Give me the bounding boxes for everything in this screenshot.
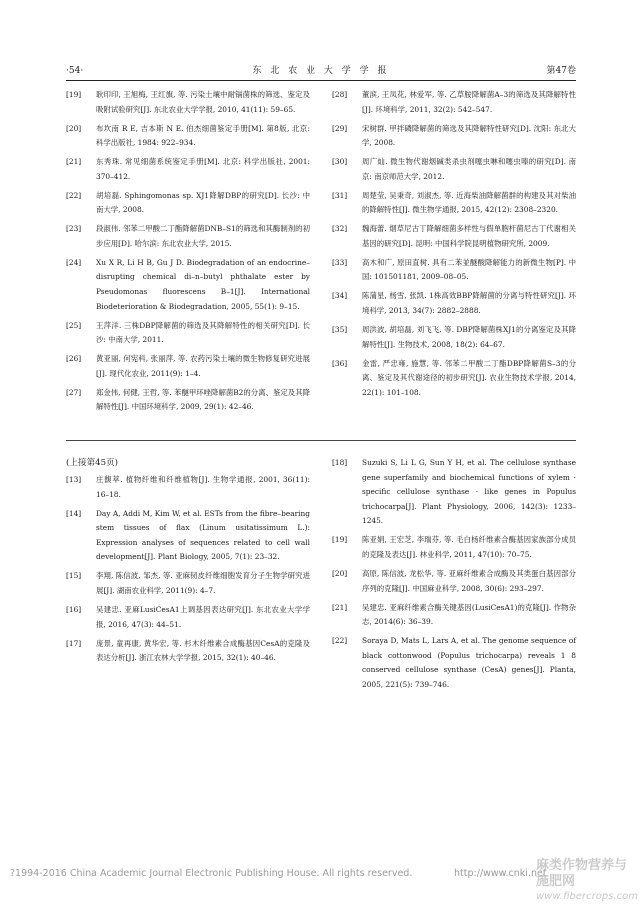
reference-item (66, 122, 310, 151)
reference-text: 陈亚娟, 王宏芝, 李瑞芬, 等. 毛白杨纤维素合酶基因家族部分成员的克隆及表达[J]. 林业科学, 2011, 47(10): 70–75. (362, 535, 576, 559)
reference-list-top-right (332, 88, 576, 405)
reference-item (332, 357, 576, 401)
reference-text: 魏海蕾. 烟草尼古丁降解细菌多样性与假单胞杆菌尼古丁代谢相关基因的研究[D]. 昆明: 中国科学院昆明植物研究所, 2009. (362, 224, 576, 248)
running-header (66, 64, 576, 78)
reference-number: [15] (66, 571, 82, 581)
reference-number: [34] (332, 291, 348, 301)
reference-number: [21] (66, 157, 82, 167)
reference-item (332, 122, 576, 151)
reference-item (66, 352, 310, 381)
reference-text: 董滨, 王凤花, 林爱军, 等. 乙草胺降解菌A–3的筛选及其降解特性[J]. 环境科学, 2011, 32(2): 542–547. (362, 90, 576, 114)
reference-text: Xu X R, Li H B, Gu J D. Biodegradation of an endocrine–disrupting chemical di–n–butyl phthalate ester by Pseudomonas fluorescens B–1[J]. International Biodeterioration & Biodegradation, 2005, 55(1): 9–15. (96, 257, 310, 311)
header-rule (66, 80, 576, 81)
section-divider (66, 440, 576, 441)
reference-number: [26] (66, 354, 82, 364)
reference-number: [19] (332, 535, 348, 545)
reference-item (66, 155, 310, 184)
site-watermark (536, 858, 638, 902)
reference-number: [13] (66, 475, 82, 484)
page-number: ·54· (66, 66, 84, 76)
reference-item (66, 222, 310, 251)
reference-item (66, 637, 310, 666)
reference-item (332, 567, 576, 596)
reference-number: [36] (332, 358, 348, 368)
reference-text: 庞景, 童再康, 黄华宏, 等. 杉木纤维素合成酶基因CesA的克隆及表达分析[J]. 浙江农林大学学报, 2015, 32(1): 40–46. (96, 638, 310, 663)
journal-title: 东 北 农 业 大 学 学 报 (252, 66, 390, 76)
reference-number: [20] (332, 568, 348, 578)
reference-list-bottom-right (332, 456, 576, 697)
reference-text: 李翔, 陈信波, 邹杰, 等. 亚麻韧皮纤维细胞发育分子生物学研究进展[J]. 湖南农业科学, 2011(9): 4–7. (96, 571, 310, 595)
reference-item (332, 533, 576, 562)
cnki-link[interactable]: http://www.cnki.net (454, 868, 547, 879)
reference-text: 金雷, 严忠雍, 施慧, 等. 邻苯二甲酸二丁酯DBP降解菌S–3的分离、鉴定及其代谢途径的初步研究[J]. 农业生物技术学报, 2014, 22(1): 101–108. (362, 358, 576, 397)
reference-number: [17] (66, 638, 82, 648)
reference-item (66, 569, 310, 598)
reference-item (332, 155, 576, 184)
reference-item (66, 507, 310, 565)
reference-text: 高木和广, 原田直树. 具有二苯並醚酸降解能力的新微生物[P]. 中国: 101501181, 2009–08–05. (362, 257, 576, 282)
reference-list-bottom-left (66, 456, 310, 670)
reference-text: 宋树群. 甲拌磷降解菌的筛选及其降解特性研究[D]. 沈阳: 东北大学, 2008. (362, 123, 576, 148)
reference-item (332, 222, 576, 251)
reference-item (332, 323, 576, 352)
reference-item (66, 319, 310, 348)
watermark-text: 麻类作物营养与施肥网 (536, 858, 628, 889)
reference-number: [27] (66, 387, 82, 397)
reference-item (66, 189, 310, 218)
reference-item (66, 386, 310, 415)
reference-text: 陈蒲星, 杨雪, 张凯. 1株高效BBP降解菌的分离与特性研究[J]. 环境科学, 2013, 34(7): 2882–2888. (362, 291, 576, 316)
reference-number: [30] (332, 157, 348, 167)
reference-item (66, 88, 310, 117)
reference-text: 胡培磊. Sphingomonas sp. XJ1降解DBP的研究[D]. 长沙: 中南大学, 2008. (96, 190, 310, 215)
reference-text: 周洪波, 胡培磊, 刘飞飞, 等. DBP降解菌株XJ1的分离鉴定及其降解特性[J]. 生物技术, 2008, 18(2): 64–67. (362, 325, 576, 349)
reference-list-top-left (66, 88, 310, 419)
reference-number: [35] (332, 325, 348, 335)
reference-text: 布坎南 R E, 吉本斯 N E. 伯杰细菌鉴定手册[M]. 第8版, 北京: 科学出版社, 1984: 922–934. (96, 123, 310, 148)
copyright-notice: ?1994-2016 China Academic Journal Electronic Publishing House. All rights reserved. (10, 868, 413, 879)
reference-text: 庄馥萃. 植物纤维和纤维植物[J]. 生物学通报, 2001, 36(11): 16–18. (96, 475, 310, 499)
reference-text: 王萍洋. 三株DBP降解菌的筛选及其降解特性的相关研究[D]. 长沙: 中南大学, 2011. (96, 320, 310, 345)
reference-item (66, 603, 310, 632)
reference-number: [18] (332, 458, 348, 467)
reference-number: [14] (66, 508, 82, 518)
reference-item (66, 256, 310, 314)
continuation-label: (上接第45页) (66, 458, 119, 468)
reference-text: 段淑伟. 邻苯二甲酸二丁酯降解菌DNB–S1的筛选和其酶制剂的初步应用[D]. 哈尔滨: 东北农业大学, 2015. (96, 224, 310, 248)
reference-item (66, 473, 310, 502)
reference-item (332, 634, 576, 692)
reference-item (332, 256, 576, 285)
reference-number: [21] (332, 602, 348, 612)
reference-item (332, 456, 576, 529)
reference-text: 周楚莹, 吴秉奇, 刘淑杰, 等. 近海柴油降解菌群的构建及其对柴油的降解特性[J]. 微生物学通报, 2015, 42(12): 2308–2320. (362, 190, 576, 215)
reference-text: 黄亚丽, 何宪科, 张丽萍, 等. 农药污染土壤的微生物修复研究进展[J]. 现代化农业, 2011(9): 1–4. (96, 354, 310, 378)
reference-text: 耿印印, 王旭梅, 王红旗, 等. 污染土壤中耐镉菌株的筛选、鉴定及吸附试验研究[J]. 东北农业大学学报, 2010, 41(11): 59–65. (96, 90, 310, 114)
reference-number: [19] (66, 90, 82, 99)
reference-number: [32] (332, 224, 348, 234)
reference-item (332, 189, 576, 218)
reference-number: [16] (66, 604, 82, 614)
volume-label: 第47卷 (546, 66, 576, 76)
reference-number: [22] (332, 636, 348, 646)
reference-text: 吴建忠. 亚麻纤维素合酶关键基因(LusiCesA1)的克隆[J]. 作物杂志, 2014(6): 36–39. (362, 602, 576, 627)
reference-item (332, 88, 576, 117)
reference-text: Soraya D, Mats L, Lars A, et al. The genome sequence of black cottonwood (Populus trichocarpa) reveals 1 8 conserved cellulose synthase (CesA) genes[J]. Planta, 2005, 221(5): 739–746. (362, 636, 576, 689)
reference-text: 东秀珠. 常见细菌系统鉴定手册[M]. 北京: 科学出版社, 2001: 370–412. (96, 157, 310, 181)
reference-text: 郑金伟, 何健, 王哲, 等. 苯醚甲环唑降解菌B2的分离、鉴定及其降解特性[J]. 中国环境科学, 2009, 29(1): 42–46. (96, 387, 310, 412)
reference-item (332, 289, 576, 318)
reference-number: [29] (332, 123, 348, 133)
reference-text: 周广灿. 微生物代谢烟碱类杀虫剂噻虫啉和噻虫嗪的研究[D]. 南京: 南京师范大学, 2012. (362, 157, 576, 181)
reference-number: [25] (66, 320, 82, 330)
reference-text: Day A, Addi M, Kim W, et al. ESTs from the fibre–bearing stem tissues of flax (Linum usitatissimum L.): Expression analyses of sequences related to cell wall development[J]. Plant Biology, 2005, 7(1): 23–32. (96, 508, 310, 562)
reference-number: [31] (332, 190, 348, 200)
reference-text: 吴建忠. 亚麻LusiCesA1上调基因表达研究[J]. 东北农业大学学报, 2016, 47(3): 44–51. (96, 604, 310, 629)
reference-text: 高原, 陈信波, 龙松华, 等. 亚麻纤维素合成酶及其类蛋白基因部分序列的克隆[J]. 中国麻业科学, 2008, 30(6): 293–297. (362, 568, 576, 593)
reference-text: Suzuki S, Li L G, Sun Y H, et al. The cellulose synthase gene superfamily and biochemical functions of xylem · specific cellulose synthase · like genes in Populus trichocarpa[J]. Plant Physiology, 2006, 142(3): 1233–1245. (362, 458, 576, 526)
reference-item (332, 601, 576, 630)
reference-number: [33] (332, 257, 348, 267)
reference-number: [23] (66, 224, 82, 234)
reference-number: [22] (66, 190, 82, 200)
reference-number: [20] (66, 123, 82, 133)
reference-number: [24] (66, 257, 82, 267)
watermark-url: www.fibercrops.com (536, 891, 638, 902)
reference-number: [28] (332, 90, 348, 99)
